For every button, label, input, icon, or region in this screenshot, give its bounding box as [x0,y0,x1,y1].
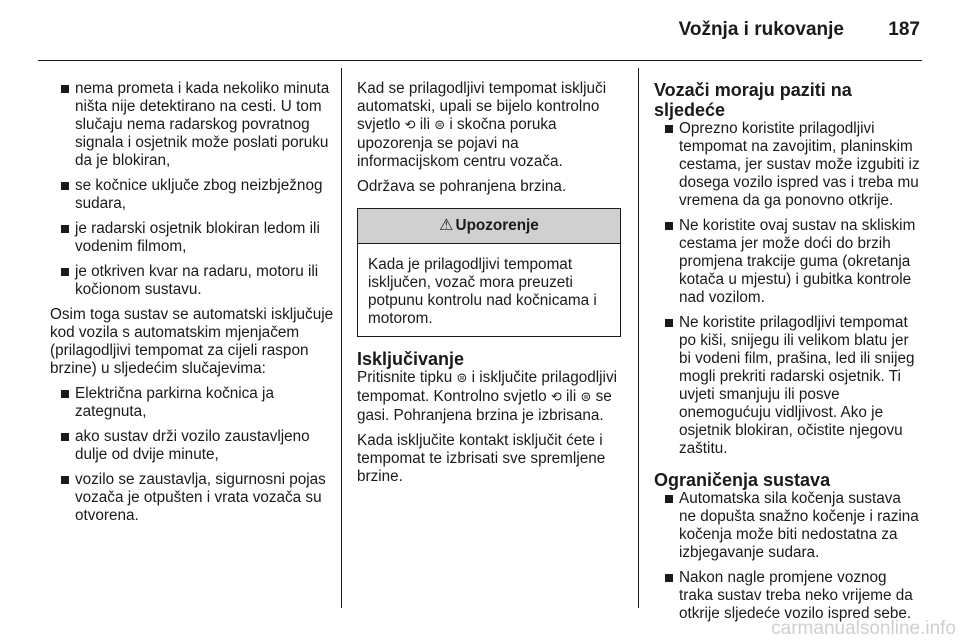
warning-body: Kada je prilagodljivi tempomat isključen, vozač mora preuzeti potpunu kontrolu nad kočnicama i motorom. [368,256,597,327]
page-number: 187 [888,19,920,40]
adaptive-cruise-icon: ⊜ [456,371,468,386]
cruise-control-icon: ⟲ [404,118,416,133]
list-item: Ne koristite prilagodljivi tempomat po kiši, snijegu ili velikom blatu jer bi vodeni film, prašina, led ili snijeg mogli prekriti radarski osjetnik. Ti uvjeti smanjuju ili posve onemogućuju vidljivost. Ako je osjetnik blokiran, očistite njegovu zaštitu. [664,314,922,458]
column-divider-2 [638,68,639,608]
bullet-list [664,490,922,623]
adaptive-cruise-icon: ⊜ [434,118,446,133]
bullet-icon [61,85,69,93]
column-3 [654,80,922,630]
bullet-icon [665,495,673,503]
list-item: je radarski osjetnik blokiran ledom ili vodenim filmom, [60,220,336,256]
list-item: Električna parkirna kočnica ja zategnuta, [60,385,336,421]
section-title: Vožnja i rukovanje [678,19,844,40]
bullet-icon [665,222,673,230]
list-item: Nakon nagle promjene voznog traka sustav treba neko vrijeme da otkrije sljedeće vozilo ispred sebe. [664,569,922,623]
section-heading: Vozači moraju paziti na sljedeće [654,80,852,120]
warning-header [358,209,620,244]
paragraph: Osim toga sustav se automatski isključuje kod vozila s automatskim mjenjačem (prilagodljivi tempomat za cijeli raspon brzine) u sljedećim slučajevima: [50,306,334,377]
bullet-icon [61,476,69,484]
column-1 [50,80,336,532]
section-heading: Isključivanje [357,349,465,369]
bullet-icon [665,125,673,133]
list-item: nema prometa i kada nekoliko minuta ništa nije detektirano na cesti. U tom slučaju nema radarskog povratnog signala i osjetnik može poslati poruku da je blokiran, [60,80,336,170]
paragraph: Pritisnite tipku ⊜ i isključite prilagodljivi tempomat. Kontrolno svjetlo ⟲ ili ⊜ se gasi. Pohranjena brzina je izbrisana. [357,369,617,424]
list-item: ako sustav drži vozilo zaustavljeno dulje od dvije minute, [60,428,336,464]
section-heading: Ograničenja sustava [654,470,831,490]
adaptive-cruise-icon: ⊜ [580,390,592,405]
bullet-icon [61,225,69,233]
bullet-icon [665,319,673,327]
list-item: Oprezno koristite prilagodljivi tempomat na zavojitim, planinskim cestama, jer sustav može izgubiti iz dosega vozilo ispred vas i treba mu vremena da ga ponovno otkrije. [664,120,922,210]
warning-title: Upozorenje [455,217,539,234]
cruise-control-icon: ⟲ [550,390,562,405]
bullet-icon [61,433,69,441]
list-item: vozilo se zaustavlja, sigurnosni pojas vozača je otpušten i vrata vozača su otvorena. [60,471,336,525]
paragraph: Kada isključite kontakt isključit ćete i tempomat te izbrisati sve spremljene brzine. [357,432,606,485]
list-item: Ne koristite ovaj sustav na skliskim cestama jer može doći do brzih promjena trakcije guma (okretanja kotača u mjestu) i gubitka kontrole nad vozilom. [664,217,922,307]
page-header [38,0,922,61]
column-2 [357,80,623,493]
watermark: carmanualsonline.info [771,618,956,639]
list-item: se kočnice uključe zbog neizbježnog sudara, [60,177,336,213]
paragraph: Kad se prilagodljivi tempomat isključi automatski, upali se bijelo kontrolno svjetlo ⟲ ili ⊜ i skočna poruka upozorenja se pojavi na informacijskom centru vozača. [357,80,607,170]
bullet-icon [61,182,69,190]
warning-box [357,208,621,337]
bullet-icon [61,268,69,276]
warning-icon: ⚠ [439,217,454,234]
bullet-icon [61,390,69,398]
list-item: je otkriven kvar na radaru, motoru ili kočionom sustavu. [60,263,336,299]
bullet-icon [665,574,673,582]
list-item: Automatska sila kočenja sustava ne dopušta snažno kočenje i razina kočenja može biti nedostatna za izbjegavanje sudara. [664,490,922,562]
paragraph: Održava se pohranjena brzina. [357,178,567,195]
column-divider-1 [341,68,342,608]
bullet-list [664,120,922,458]
